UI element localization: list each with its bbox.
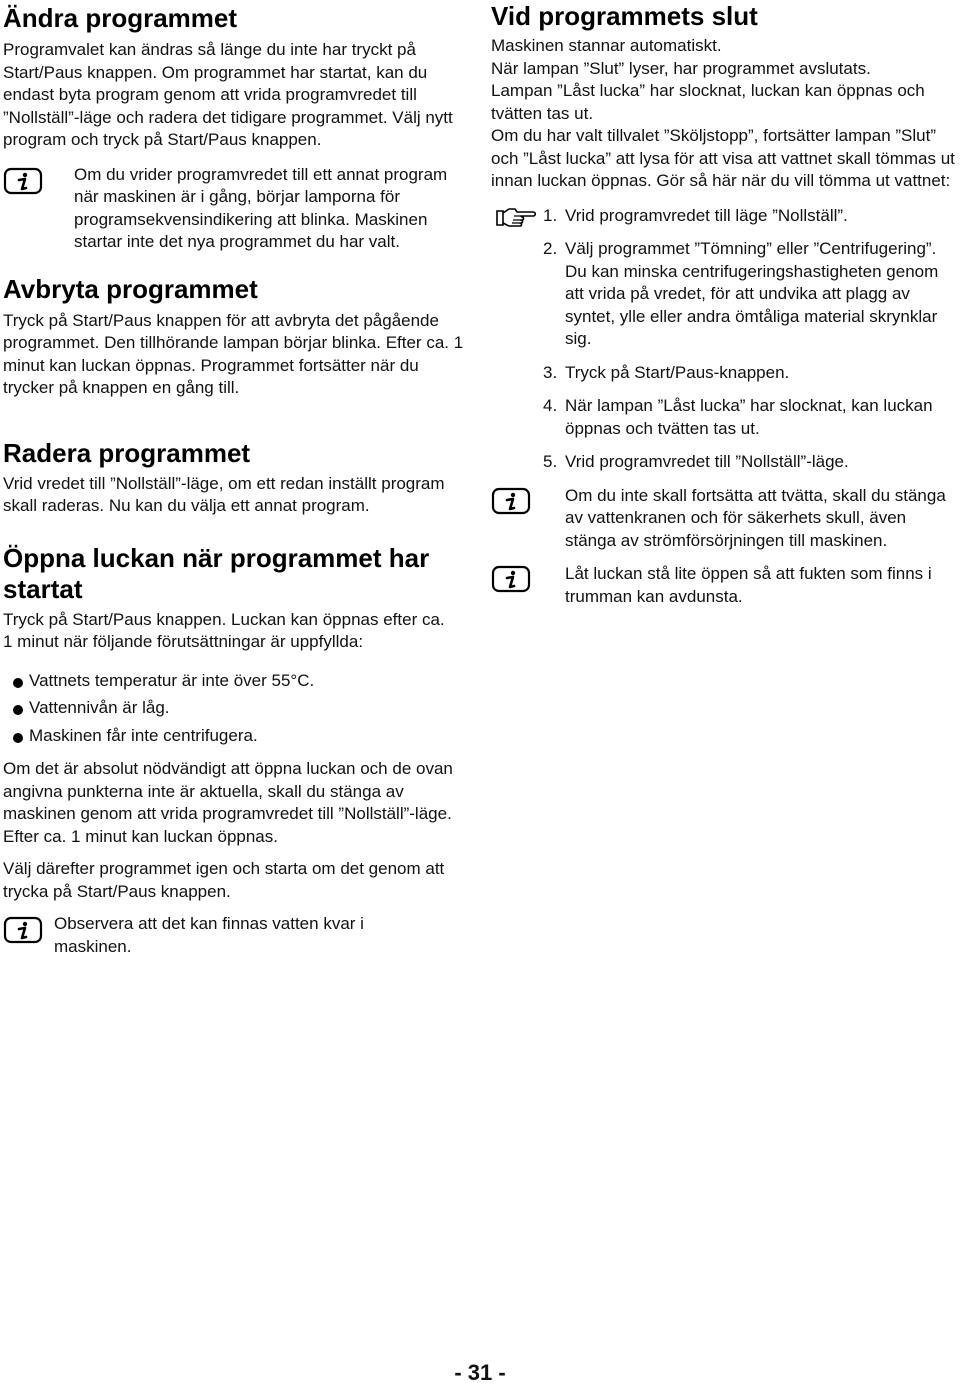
paragraph-andra-programmet: Programvalet kan ändras så länge du inte har tryckt på Start/Paus knappen. Om programmet har startat, kan du endast byta program genom att vrida programvredet till ”Nollställ”-läge och radera det tidigare programmet. Välj nytt program och tryck på Start/Paus knappen. <box>3 40 453 149</box>
heading-avbryta-programmet: Avbryta programmet <box>3 273 258 304</box>
info-note-text: Om du vrider programvredet till ett annat program när maskinen är i gång, börjar lamporna för programsekvensindikering att blinka. Maskinen startar inte det nya programmet du har valt. <box>74 164 448 251</box>
bullet-icon <box>13 705 23 715</box>
bullet-icon <box>13 678 23 688</box>
bullet-icon <box>13 733 23 743</box>
heading-radera-programmet: Radera programmet <box>3 437 251 468</box>
list-item: 2. Välj programmet ”Tömning” eller ”Centrifugering”. Du kan minska centrifugeringshastigheten genom att vrida på vredet, för att undvika att plagg av syntet, ylle eller andra ömtåliga material skrynklar sig. <box>543 239 939 348</box>
right-column <box>491 0 959 608</box>
paragraph-valj-darefter: Välj därefter programmet igen och starta om det genom att trycka på Start/Paus knappen. <box>3 859 445 901</box>
info-icon <box>3 167 43 195</box>
heading-vid-programmets-slut: Vid programmets slut <box>491 1 758 31</box>
info-note-text: Observera att det kan finnas vatten kvar i maskinen. <box>54 914 364 956</box>
info-icon <box>491 565 531 593</box>
info-note-text: Låt luckan stå lite öppen så att fukten som finns i trumman kan avdunsta. <box>565 564 932 606</box>
paragraph-radera-programmet: Vrid vredet till ”Nollställ”-läge, om ett redan inställt program skall raderas. Nu kan du välja ett annat program. <box>3 473 445 515</box>
heading-andra-programmet: Ändra programmet <box>3 3 238 33</box>
info-note-programvred <box>3 164 471 254</box>
paragraph-stannar: Maskinen stannar automatiskt. <box>491 36 722 55</box>
info-icon <box>3 916 43 944</box>
paragraph-oppna-luckan: Tryck på Start/Paus knappen. Luckan kan öppnas efter ca. 1 minut när följande förutsättningar är uppfyllda: <box>3 609 445 651</box>
heading-oppna-luckan: Öppna luckan när programmet har startat <box>3 542 430 604</box>
info-note-text: Om du inte skall fortsätta att tvätta, skall du stänga av vattenkranen och för säkerhets skull, även stänga av strömförsörjningen till maskinen. <box>565 485 946 550</box>
paragraph-slut-lyser: När lampan ”Slut” lyser, har programmet avslutats. <box>491 58 871 78</box>
list-item: Vattennivån är låg. <box>3 697 471 720</box>
info-note-vattenkran <box>491 485 959 553</box>
info-note-fukt <box>491 563 959 608</box>
paragraph-nodvandigt: Om det är absolut nödvändigt att öppna luckan och de ovan angivna punkterna inte är aktuella, skall du stänga av maskinen genom att vrida programvredet till ”Nollställ”-läge. Efter ca. 1 minut kan luckan öppnas. <box>3 759 453 846</box>
list-item: 3. Tryck på Start/Paus-knappen. <box>543 362 790 382</box>
steps-block <box>491 205 959 474</box>
paragraph-last-lucka: Lampan ”Låst lucka” har slocknat, luckan kan öppnas och tvätten tas ut. <box>491 81 925 123</box>
info-note-vatten <box>3 913 471 958</box>
page-number: - 31 - <box>454 1360 506 1385</box>
list-item: Maskinen får inte centrifugera. <box>3 725 471 748</box>
paragraph-avbryta-programmet: Tryck på Start/Paus knappen för att avbryta det pågående programmet. Den tillhörande lampan börjar blinka. Efter ca. 1 minut kan luckan öppnas. Programmet fortsätter när du trycker på knappen en gång till. <box>3 310 464 397</box>
info-icon <box>491 487 531 515</box>
list-item: 5. Vrid programvredet till ”Nollställ”-läge. <box>543 452 849 471</box>
list-item: 4. När lampan ”Låst lucka” har slocknat, kan luckan öppnas och tvätten tas ut. <box>543 396 933 438</box>
steps-list <box>491 205 959 474</box>
conditions-list <box>3 670 471 748</box>
list-item: 1. Vrid programvredet till läge ”Nollställ”. <box>543 205 848 225</box>
paragraph-skoljstopp: Om du har valt tillvalet ”Sköljstopp”, fortsätter lampan ”Slut” och ”Låst lucka” att lysa för att visa att vattnet skall tömmas ut innan luckan öppnas. Gör så här när du vill tömma ut vattnet: <box>491 126 955 190</box>
left-column <box>3 0 471 958</box>
list-item: Vattnets temperatur är inte över 55°C. <box>3 670 471 693</box>
